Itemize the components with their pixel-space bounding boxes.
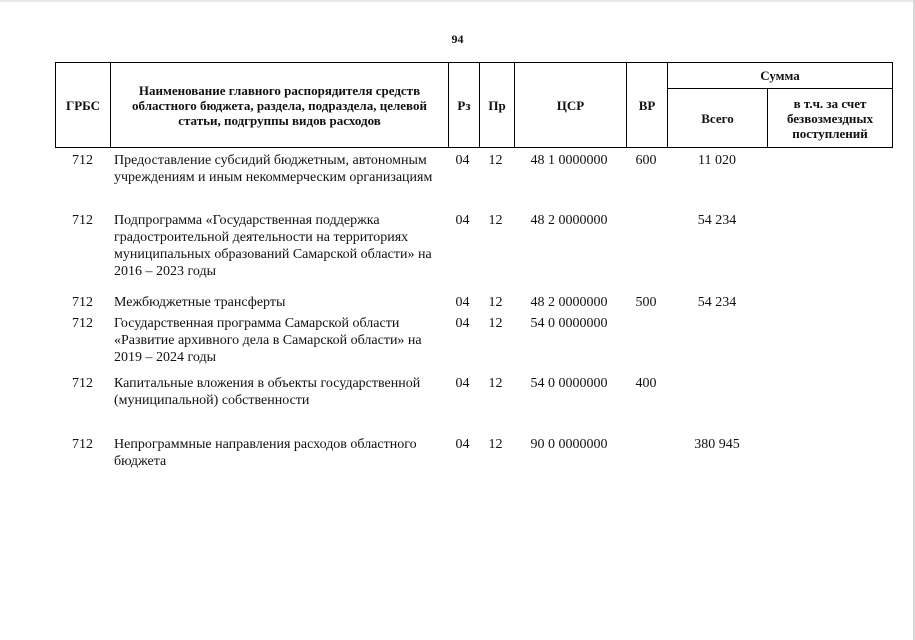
scan-top-edge (0, 0, 915, 2)
cell-vr: 500 (635, 295, 657, 310)
cell-pr: 12 (488, 153, 503, 168)
header-vr: ВР (627, 63, 668, 148)
cell-pr: 12 (488, 295, 503, 310)
cell-pr: 12 (488, 437, 503, 452)
cell-pr: 12 (488, 213, 503, 228)
cell-rz: 04 (455, 213, 470, 228)
cell-name: Непрограммные направления расходов областного бюджета (114, 437, 417, 469)
cell-rz: 04 (455, 437, 470, 452)
cell-grbs: 712 (72, 213, 93, 228)
cell-csr: 48 2 0000000 (530, 295, 608, 310)
header-name: Наименование главного распорядителя средств областного бюджета, раздела, подраздела, целевой статьи, подгруппы видов расходов (111, 63, 449, 148)
cell-pr: 12 (488, 376, 503, 391)
table-header (55, 62, 893, 148)
header-rz: Рз (449, 63, 480, 148)
cell-name: Подпрограмма «Государственная поддержка градостроительной деятельности на территориях муниципальных образований Самарской области» на 2016 – 2023 годы (114, 213, 432, 279)
cell-vr: 600 (635, 153, 657, 168)
cell-pr: 12 (488, 316, 503, 331)
cell-name: Предоставление субсидий бюджетным, автономным учреждениям и иным некоммерческим организациям (114, 153, 433, 185)
cell-total: 54 234 (697, 213, 737, 228)
cell-csr: 48 1 0000000 (530, 153, 608, 168)
cell-total: 380 945 (694, 437, 740, 452)
cell-grbs: 712 (72, 295, 93, 310)
cell-grbs: 712 (72, 376, 93, 391)
header-pr: Пр (480, 63, 515, 148)
cell-csr: 90 0 0000000 (530, 437, 608, 452)
cell-total: 54 234 (697, 295, 737, 310)
page-number: 94 (451, 32, 464, 46)
cell-rz: 04 (455, 295, 470, 310)
cell-grbs: 712 (72, 437, 93, 452)
header-grbs: ГРБС (56, 63, 111, 148)
cell-rz: 04 (455, 316, 470, 331)
cell-vr: 400 (635, 376, 657, 391)
header-total: Всего (668, 89, 768, 148)
header-csr: ЦСР (515, 63, 627, 148)
cell-csr: 54 0 0000000 (530, 316, 608, 331)
cell-name: Государственная программа Самарской области «Развитие архивного дела в Самарской области» на 2019 – 2024 годы (114, 316, 422, 365)
header-sum: Сумма (668, 63, 893, 89)
cell-name: Капитальные вложения в объекты государственной (муниципальной) собственности (114, 376, 421, 408)
cell-name: Межбюджетные трансферты (114, 295, 286, 310)
header-free: в т.ч. за счет безвозмездных поступлений (768, 89, 893, 148)
cell-rz: 04 (455, 376, 470, 391)
cell-csr: 54 0 0000000 (530, 376, 608, 391)
cell-total: 11 020 (698, 153, 736, 168)
cell-rz: 04 (455, 153, 470, 168)
cell-csr: 48 2 0000000 (530, 213, 608, 228)
cell-grbs: 712 (72, 316, 93, 331)
cell-grbs: 712 (72, 153, 93, 168)
